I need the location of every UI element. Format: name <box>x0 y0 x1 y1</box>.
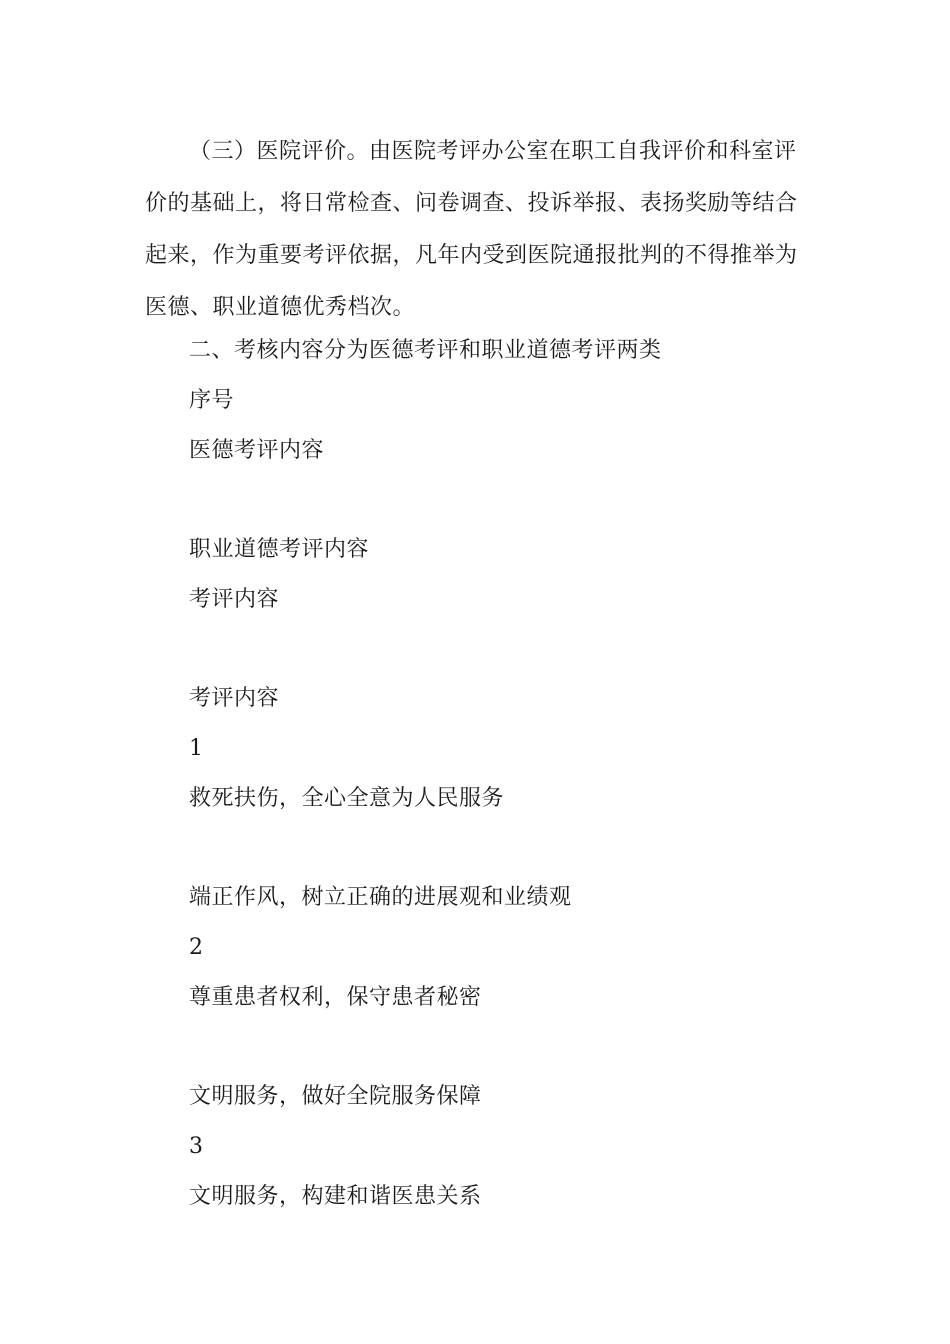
table-row-number: 2 <box>189 935 204 960</box>
table-row-number: 1 <box>189 736 204 761</box>
table-cell-medical-ethics: 尊重患者权利，保守患者秘密 <box>189 985 482 1010</box>
table-cell-professional-ethics: 文明服务，做好全院服务保障 <box>189 1084 482 1109</box>
table-cell-medical-ethics: 救死扶伤，全心全意为人民服务 <box>189 786 505 811</box>
paragraph-hospital-evaluation: （三）医院评价。由医院考评办公室在职工自我评价和科室评价的基础上，将日常检查、问卷调查、投诉举报、表扬奖励等结合起来，作为重要考评依据，凡年内受到医院通报批判的不得推举为医德、职业道德优秀档次。 <box>145 139 798 320</box>
table-cell-medical-ethics: 文明服务，构建和谐医患关系 <box>189 1184 482 1209</box>
table-header-serial: 序号 <box>189 388 235 413</box>
table-row-number: 3 <box>189 1134 204 1159</box>
table-header-professional-ethics: 职业道德考评内容 <box>189 537 370 562</box>
table-cell-professional-ethics: 端正作风，树立正确的进展观和业绩观 <box>189 885 572 910</box>
section-heading: 二、考核内容分为医德考评和职业道德考评两类 <box>189 338 662 363</box>
table-subheader-content: 考评内容 <box>189 587 280 612</box>
table-subheader-content: 考评内容 <box>189 686 280 711</box>
table-header-medical-ethics: 医德考评内容 <box>189 438 325 463</box>
